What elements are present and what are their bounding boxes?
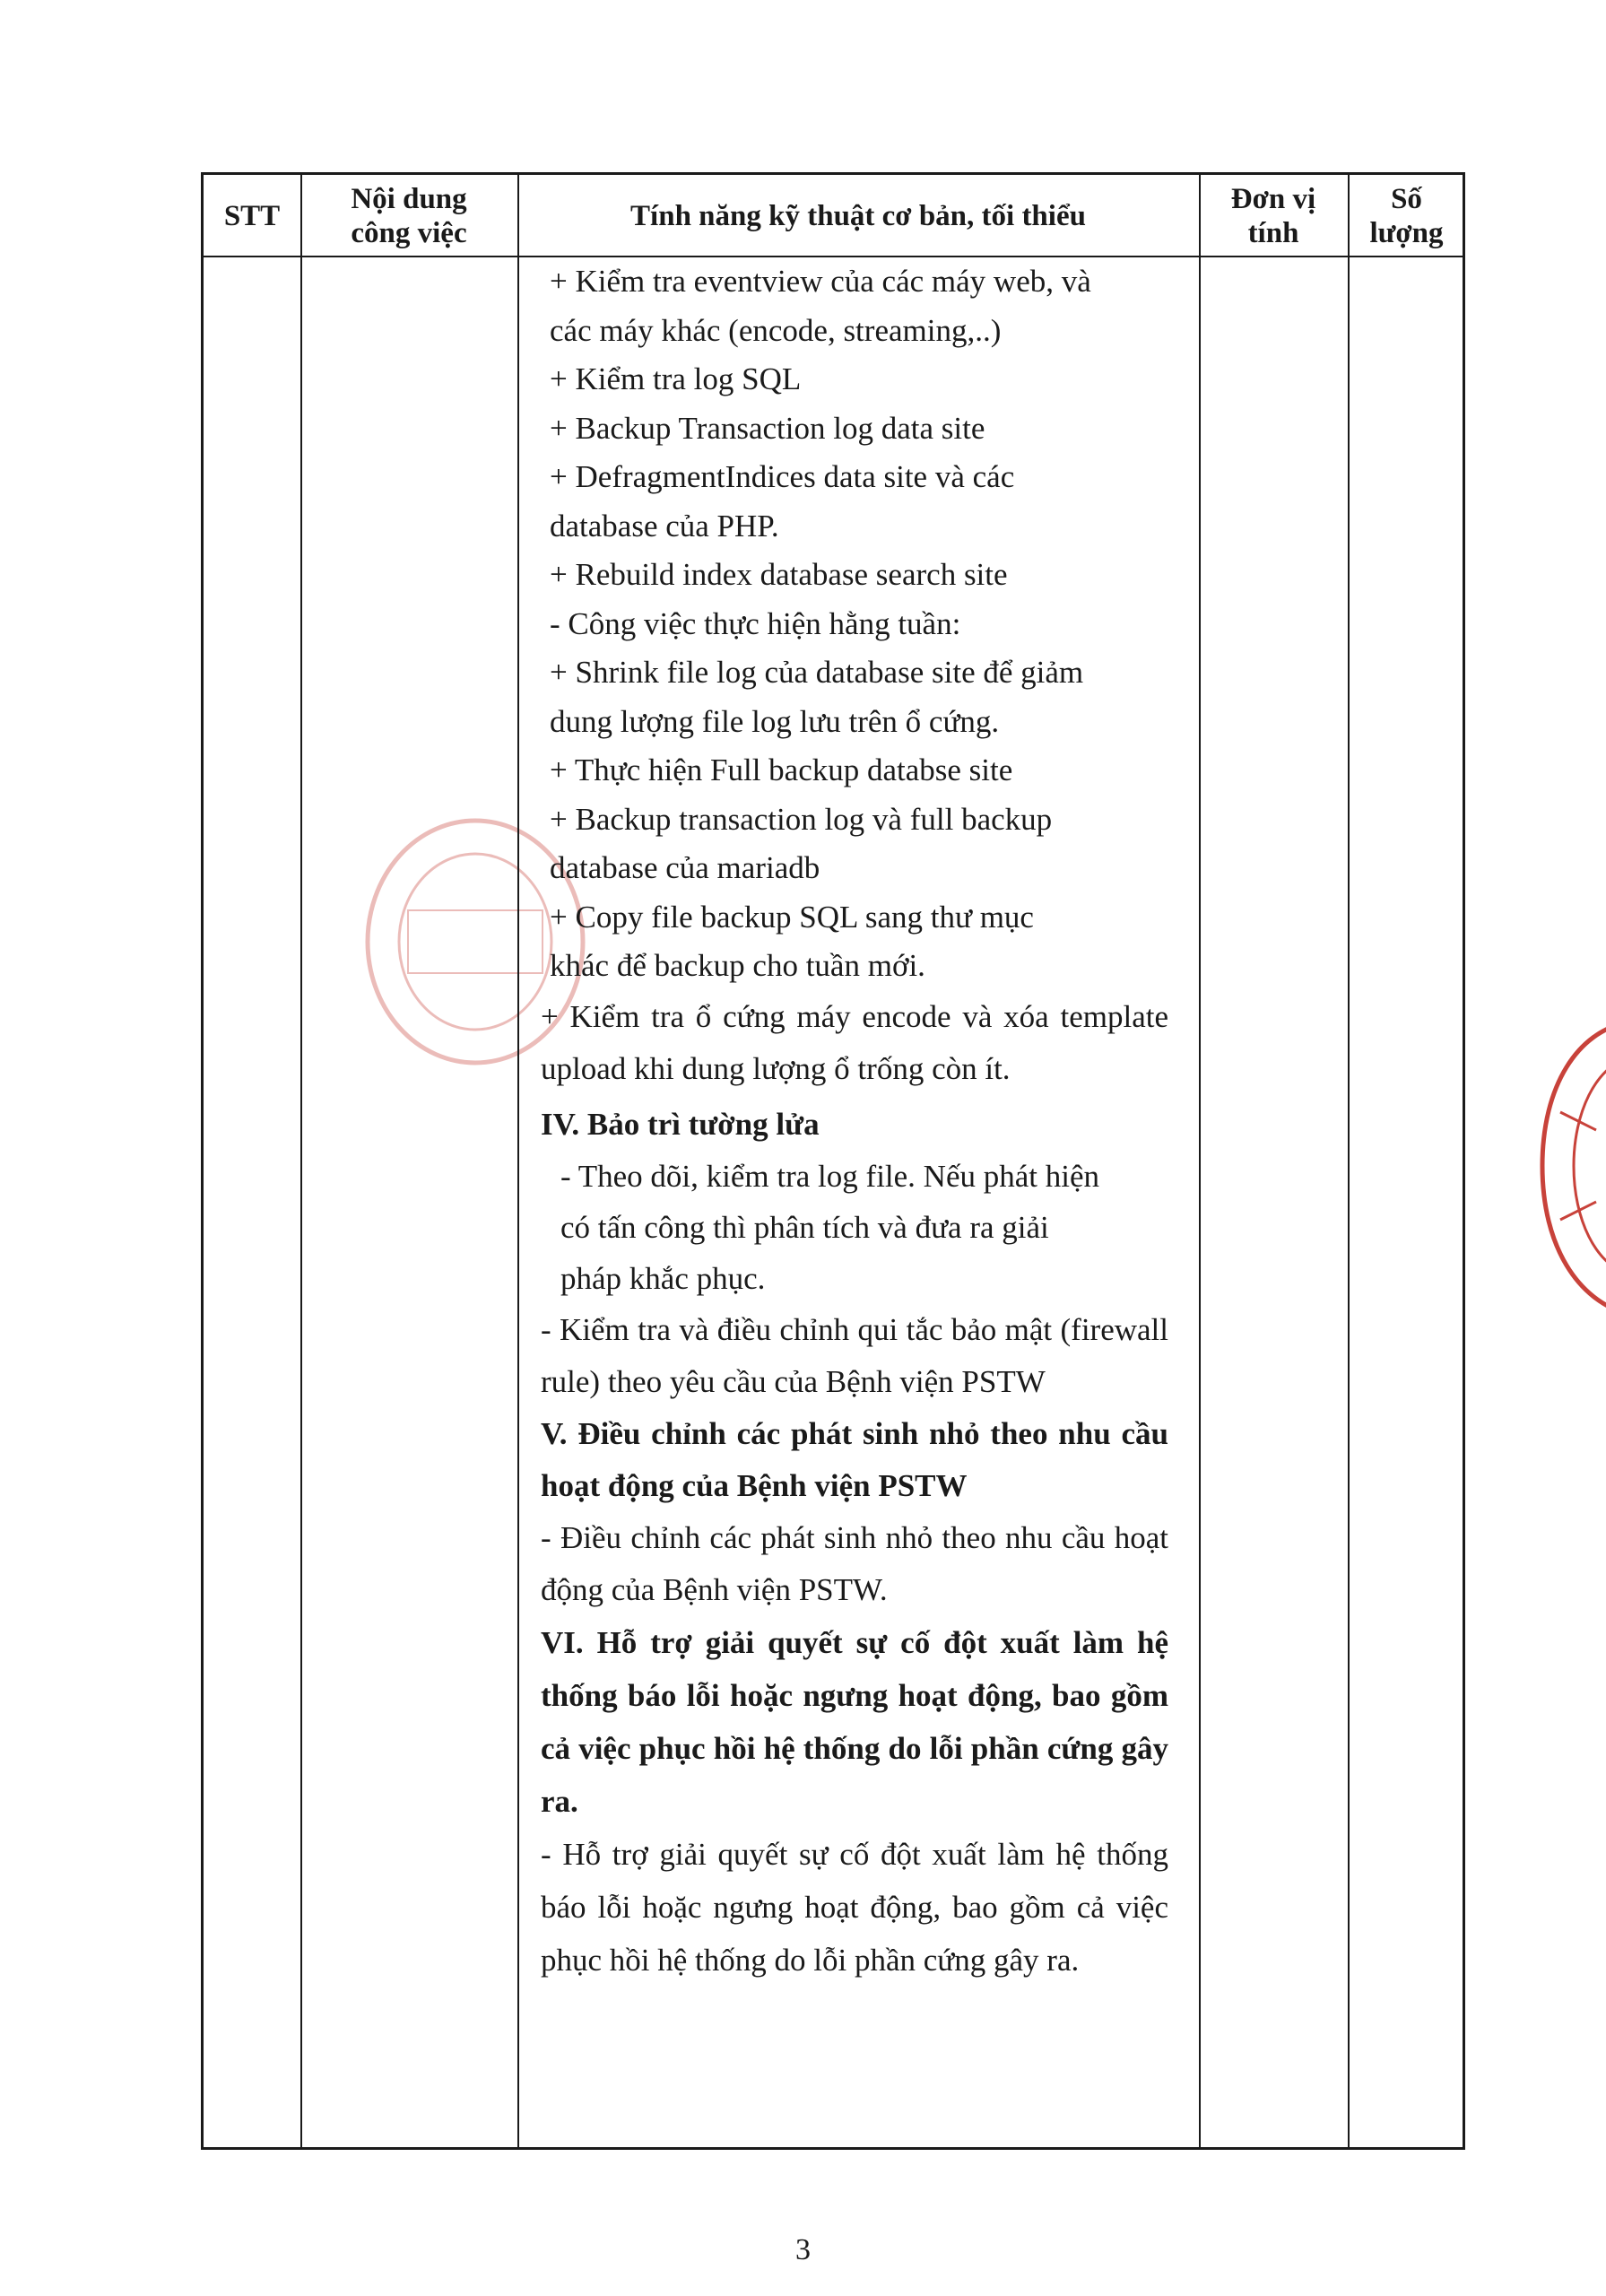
header-unit <box>1199 175 1348 257</box>
header-spec <box>517 175 1199 257</box>
content-paragraph: - Điều chỉnh các phát sinh nhỏ theo nhu cầu hoạt động của Bệnh viện PSTW. <box>541 1519 1168 1607</box>
content-line: database của PHP. <box>550 508 779 544</box>
header-qty <box>1348 175 1465 257</box>
content-line: có tấn công thì phân tích và đưa ra giải <box>560 1209 1049 1245</box>
content-line: + DefragmentIndices data site và các <box>550 459 1015 494</box>
content-line: + Backup Transaction log data site <box>550 410 985 446</box>
content-paragraph: + Kiểm tra ổ cứng máy encode và xóa template upload khi dung lượng ổ trống còn ít. <box>541 998 1168 1086</box>
technical-spec-table <box>201 172 1465 2150</box>
content-line: + Kiểm tra log SQL <box>550 361 802 396</box>
section-heading-adjust: V. Điều chỉnh các phát sinh nhỏ theo nhu cầu hoạt động của Bệnh viện PSTW <box>541 1415 1168 1503</box>
column-divider <box>1199 175 1201 2147</box>
content-line: dung lượng file log lưu trên ổ cứng. <box>550 703 1000 739</box>
column-divider <box>517 175 519 2147</box>
content-line: các máy khác (encode, streaming,..) <box>550 312 1002 348</box>
column-divider <box>1348 175 1350 2147</box>
content-line: + Copy file backup SQL sang thư mục <box>550 899 1034 935</box>
header-task-label-1: Nội dung <box>351 183 467 215</box>
header-task-label-2: công việc <box>351 217 467 249</box>
header-qty-label-2: lượng <box>1369 217 1444 249</box>
header-qty-label-1: Số <box>1391 183 1422 215</box>
header-unit-label-1: Đơn vị <box>1230 183 1316 215</box>
content-line: + Thực hiện Full backup databse site <box>550 752 1013 787</box>
content-line: - Theo dõi, kiểm tra log file. Nếu phát hiện <box>560 1158 1099 1194</box>
content-line: + Rebuild index database search site <box>550 557 1008 592</box>
column-divider <box>300 175 302 2147</box>
content-paragraph: - Kiểm tra và điều chỉnh qui tắc bảo mật (firewall rule) theo yêu cầu của Bệnh viện PSTW <box>541 1311 1168 1399</box>
section-heading-firewall: IV. Bảo trì tường lửa <box>541 1106 820 1142</box>
header-unit-label-2: tính <box>1247 217 1299 249</box>
header-stt <box>204 175 300 257</box>
content-line: database của mariadb <box>550 850 820 885</box>
header-stt-label: STT <box>223 200 281 232</box>
header-task <box>300 175 517 257</box>
content-line: + Kiểm tra eventview của các máy web, và <box>550 264 1091 299</box>
header-spec-label: Tính năng kỹ thuật cơ bản, tối thiểu <box>630 200 1086 232</box>
hospital-stamp-red-icon <box>1524 1004 1606 1327</box>
content-line: + Shrink file log của database site để giảm <box>550 655 1084 690</box>
content-line: khác để backup cho tuần mới. <box>550 948 925 983</box>
content-line: pháp khắc phục. <box>560 1260 766 1296</box>
spec-content <box>530 257 1177 1987</box>
content-paragraph: - Hỗ trợ giải quyết sự cố đột xuất làm hệ thống báo lỗi hoặc ngưng hoạt động, bao gồm cả việc phục hồi hệ thống do lỗi phần cứng gây ra. <box>541 1836 1168 1978</box>
section-heading-incident: VI. Hỗ trợ giải quyết sự cố đột xuất làm hệ thống báo lỗi hoặc ngưng hoạt động, bao gồm cả việc phục hồi hệ thống do lỗi phần cứng gây ra. <box>541 1624 1168 1819</box>
page-number: 3 <box>795 2233 811 2266</box>
content-line: + Backup transaction log và full backup <box>550 801 1053 837</box>
content-line: - Công việc thực hiện hằng tuần: <box>550 605 961 641</box>
